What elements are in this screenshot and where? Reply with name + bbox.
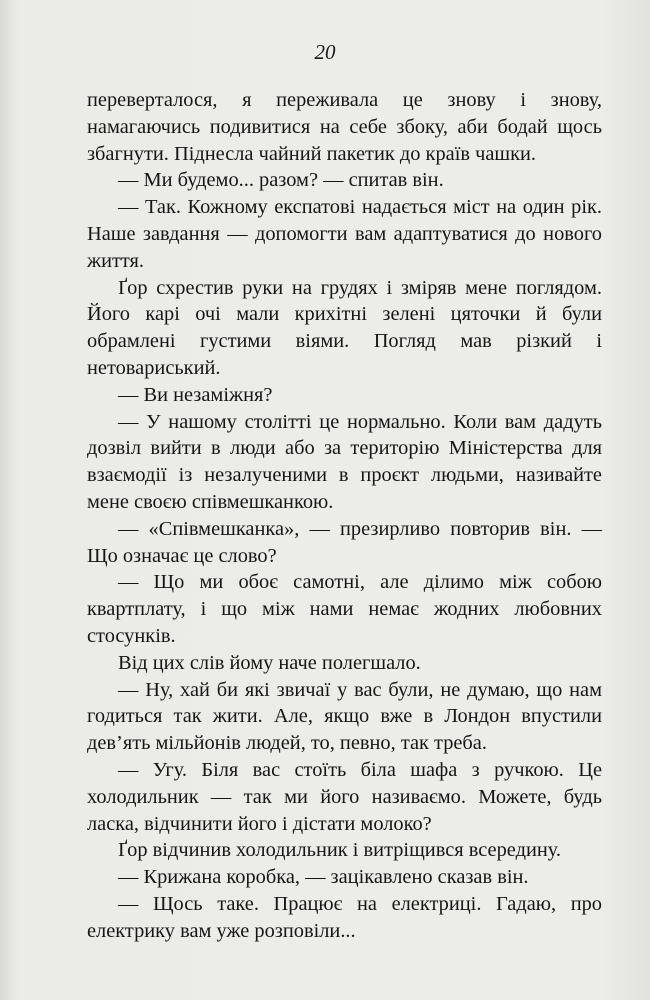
paragraph: — Щось таке. Працює на електриці. Гадаю, про електрику вам уже розповіли... [87,892,602,942]
paragraph: — У нашому столітті це нормально. Коли вам дадуть дозвіл вийти в люди або за територію Міністерства для взаємодії із незалученими в проєкт людьми, називайте мене своєю співмешканкою. [87,410,602,513]
paragraph: — Що ми обоє самотні, але ділимо між собою квартплату, і що між нами немає жодних любовних стосунків. [87,571,602,647]
paragraph: — Ви незаміжня? [118,383,273,406]
paragraph: Ґор відчинив холодильник і витріщився всередину. [118,839,562,862]
paragraph: — Ну, хай би які звичаї у вас були, не думаю, що нам годиться так жити. Але, якщо вже в Лондон впустили дев’ять мільйонів людей, то, певно, так треба. [87,678,602,755]
paragraph: Ґор схрестив руки на грудях і зміряв мене поглядом. Його карі очі мали крихітні зелені цяточки й були обрамлені густими віями. Погляд мав різкий і нетовариський. [87,276,602,379]
page-number: 20 [314,40,336,64]
paragraph: — Крижана коробка, — зацікавлено сказав він. [118,866,529,889]
page-text [87,87,602,945]
paragraph: — Угу. Біля вас стоїть біла шафа з ручкою. Це холодильник — так ми його називаємо. Можете, будь ласка, відчинити його і дістати молоко? [87,758,602,835]
paragraph: — Ми будемо... разом? — спитав він. [118,169,444,192]
paragraph: Від цих слів йому наче полегшало. [118,651,421,674]
paragraph: — «Співмешканка», — презирливо повторив він. — Що означає це слово? [87,517,602,567]
paragraph: переверталося, я переживала це знову і знову, намагаючись подивитися на себе збоку, аби бодай щось збагнути. Піднесла чайний пакетик до країв чашки. [87,89,602,165]
paragraph: — Так. Кожному експатові надається міст на один рік. Наше завдання — допомогти вам адаптуватися до нового життя. [87,196,602,272]
